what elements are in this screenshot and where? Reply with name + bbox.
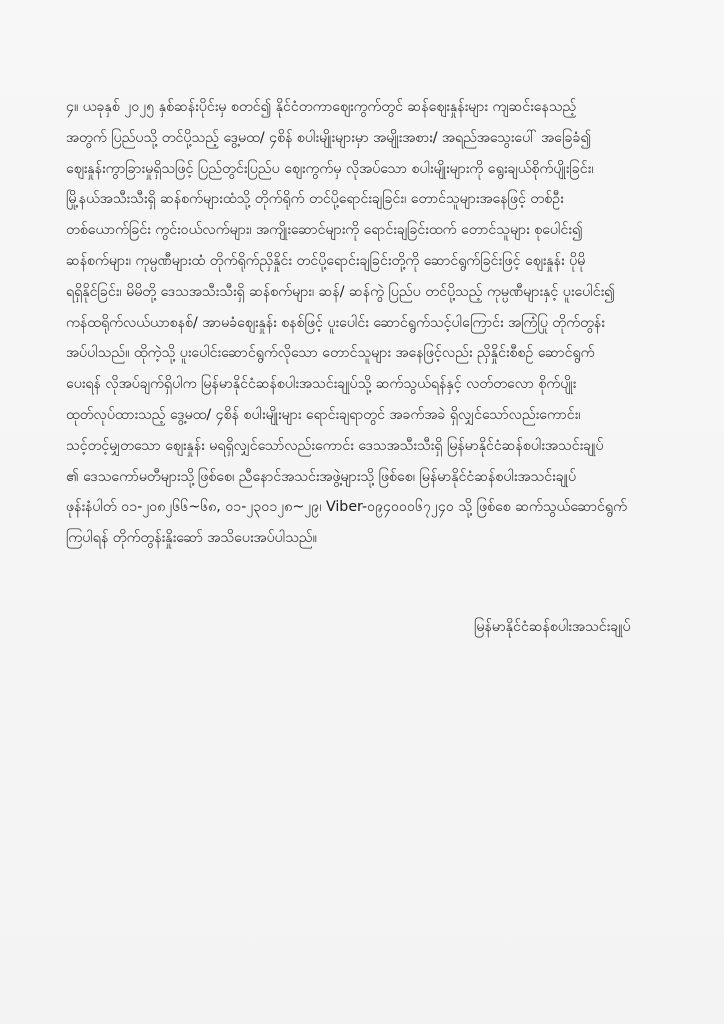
organization-signature: မြန်မာနိုင်ငံဆန်စပါးအသင်းချုပ် [474, 619, 631, 635]
announcement-paragraph: ၄။ ယခုနှစ် ၂၀၂၅ နှစ်ဆန်းပိုင်းမှ စတင်၍ နိုင်ငံတကာဈေးကွက်တွင် ဆန်ဈေးနှုန်းများ ကျဆင်းနေသည့် အတွက် ပြည်ပသို့ တင်ပို့သည့် ဒွေ့မထ/ ၄စိန် စပါးမျိုးများမှာ အမျိုးအစား/ အရည်အသွေးပေါ် အခြေခံ၍ ဈေးနှုန်းကွာခြားမှုရှိသဖြင့် ပြည်တွင်းပြည်ပ ဈေးကွက်မှ လိုအပ်သော စပါးမျိုးများကို ရွေးချယ်စိုက်ပျိုးခြင်း၊ မြို့နယ်အသီးသီးရှိ ဆန်စက်များထံသို့ တိုက်ရိုက် တင်ပို့ရောင်းချခြင်း၊ တောင်သူများအနေဖြင့် တစ်ဦး တစ်ယောက်ခြင်း ကွင်းဝယ်လက်များ၊ အကျိုးဆောင်များကို ရောင်းချခြင်းထက် တောင်သူများ စုပေါင်း၍ ဆန်စက်များ၊ ကုမ္ပဏီများထံ တိုက်ရိုက်ညှိနှိုင်း တင်ပို့ရောင်းချခြင်းတို့ကို ဆောင်ရွက်ခြင်းဖြင့် ဈေးနှုန်း ပိုမို ရရှိနိုင်ခြင်း၊ မိမိတို့ ဒေသအသီးသီးရှိ ဆန်စက်များ၊ ဆန်/ ဆန်ကွဲ ပြည်ပ တင်ပို့သည့် ကုမ္ပဏီများနှင့် ပူးပေါင်း၍ ကန်ထရိုက်လယ်ယာစနစ်/ အာမခံဈေးနှုန်း စနစ်ဖြင့် ပူးပေါင်း ဆောင်ရွက်သင့်ပါကြောင်း အကြံပြု တိုက်တွန်း အပ်ပါသည်။ ထိုကဲ့သို့ ပူးပေါင်းဆောင်ရွက်လိုသော တောင်သူများ အနေဖြင့်လည်း ညှိနှိုင်းစီစဉ် ဆောင်ရွက် ပေးရန် လိုအပ်ချက်ရှိပါက မြန်မာနိုင်ငံဆန်စပါးအသင်းချုပ်သို့ ဆက်သွယ်ရန်နှင့် လတ်တလော စိုက်ပျိုး ထုတ်လုပ်ထားသည့် ဒွေ့မထ/ ၄စိန် စပါးမျိုးများ ရောင်းချရာတွင် အခက်အခဲ ရှိလျှင်သော်လည်းကောင်း၊ သင့်တင့်မျှတသော ဈေးနှုန်း မရရှိလျှင်သော်လည်းကောင်း ဒေသအသီးသီးရှိ မြန်မာနိုင်ငံဆန်စပါးအသင်းချုပ် ၏ ဒေသကော်မတီများသို့ဖြစ်စေ၊ ညီနောင်အသင်းအဖွဲ့များသို့ ဖြစ်စေ၊ မြန်မာနိုင်ငံဆန်စပါးအသင်းချုပ် ဖုန်းနံပါတ် ၀၁-၂၀၈၂၆၆~၆၈, ၀၁-၂၃၀၁၂၈~၂၉၊ Viber-၀၉၄၀၀၀၆၇၂၄၀ သို့ ဖြစ်စေ ဆက်သွယ်ဆောင်ရွက် ကြပါရန် တိုက်တွန်းနှိုးဆော် အသိပေးအပ်ပါသည်။ [66, 99, 627, 547]
